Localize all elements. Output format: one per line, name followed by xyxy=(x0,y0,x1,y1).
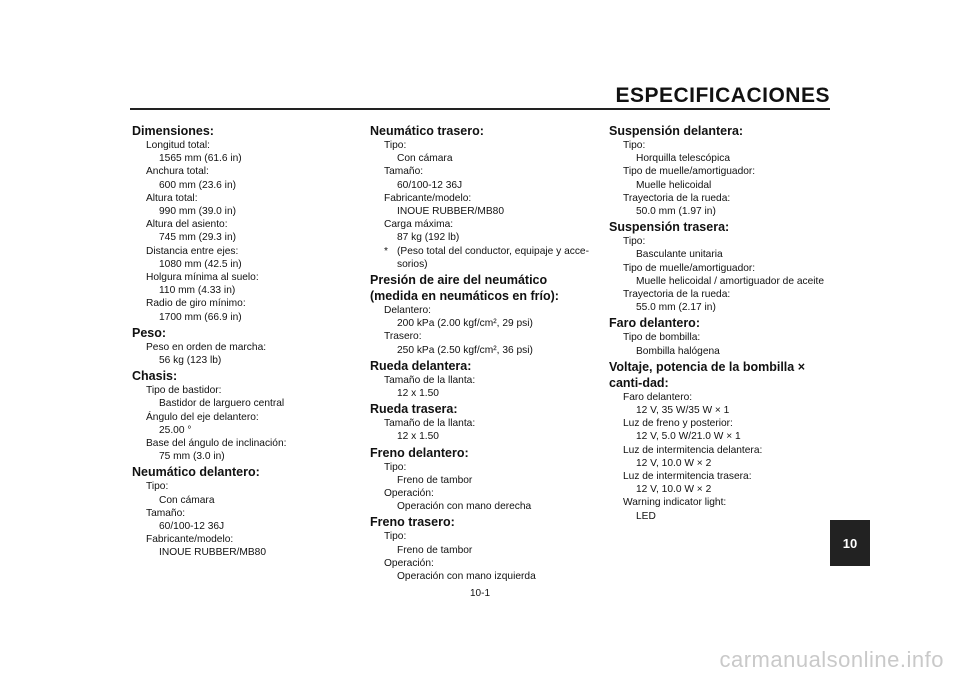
spec-label: Tipo: xyxy=(623,140,646,151)
spec-label: Tamaño: xyxy=(384,166,424,178)
spec-value: 110 mm (4.33 in) xyxy=(159,285,236,297)
spec-value: 75 mm (3.0 in) xyxy=(159,451,225,463)
spec-label: Tamaño: xyxy=(146,507,186,519)
spec-label: Faro delantero: xyxy=(623,391,693,403)
spec-label: Operación: xyxy=(384,488,434,500)
spec-label: Luz de intermitencia trasera: xyxy=(623,471,752,483)
spec-label: Tipo de bombilla: xyxy=(623,332,701,344)
spec-label: Tipo de muelle/amortiguador: xyxy=(623,166,756,178)
spec-label: Delantero: xyxy=(384,305,432,317)
spec-column-1 xyxy=(132,122,354,560)
section-heading: Voltaje, potencia de la bombilla × canti-dad: xyxy=(609,359,805,390)
spec-value: 1080 mm (42.5 in) xyxy=(159,258,242,270)
spec-label: Tipo: xyxy=(623,236,646,248)
spec-label: Trasero: xyxy=(384,331,422,343)
spec-value: 12 x 1.50 xyxy=(397,388,439,400)
spec-label: Tipo de muelle/amortiguador: xyxy=(623,262,756,274)
spec-value: Con cámara xyxy=(159,494,215,506)
spec-value: 12 V, 10.0 W × 2 xyxy=(636,484,712,496)
spec-label: Tipo: xyxy=(384,531,407,543)
spec-label: Warning indicator light: xyxy=(623,497,727,509)
spec-label: Tamaño de la llanta: xyxy=(384,418,476,430)
section-heading: Freno delantero: xyxy=(370,445,469,460)
chapter-tab[interactable]: 10 xyxy=(830,520,870,566)
section-heading: Chasis: xyxy=(132,369,178,384)
spec-label: Altura del asiento: xyxy=(146,219,228,231)
spec-value: 60/100-12 36J xyxy=(397,179,463,191)
spec-label: Anchura total: xyxy=(146,166,209,178)
spec-label: Tipo de bastidor: xyxy=(146,385,222,397)
spec-value: 600 mm (23.6 in) xyxy=(159,179,237,191)
spec-label: Carga máxima: xyxy=(384,219,454,231)
section-heading: Suspensión delantera: xyxy=(609,124,744,138)
spec-label: Base del ángulo de inclinación: xyxy=(146,438,287,450)
spec-label: Trayectoria de la rueda: xyxy=(623,192,731,204)
spec-value: 745 mm (29.3 in) xyxy=(159,232,237,244)
header-rule xyxy=(130,108,830,110)
spec-value: 250 kPa (2.50 kgf/cm², 36 psi) xyxy=(397,344,533,356)
spec-label: Peso en orden de marcha: xyxy=(146,341,267,353)
section-heading: Freno trasero: xyxy=(370,515,455,530)
spec-value: Bastidor de larguero central xyxy=(159,398,285,410)
spec-value: 12 V, 10.0 W × 2 xyxy=(636,457,712,469)
section-heading: Rueda trasera: xyxy=(370,402,458,417)
section-heading: Faro delantero: xyxy=(609,316,700,331)
spec-value: Freno de tambor xyxy=(397,474,473,486)
spec-value: 1700 mm (66.9 in) xyxy=(159,311,242,323)
spec-value: 87 kg (192 lb) xyxy=(397,232,460,244)
spec-label: Tipo: xyxy=(146,481,169,493)
spec-value: LED xyxy=(636,510,656,522)
spec-value: Operación con mano izquierda xyxy=(397,571,536,583)
page-number: 10-1 xyxy=(469,588,490,599)
section-heading: Suspensión trasera: xyxy=(609,220,730,235)
spec-value: 12 V, 35 W/35 W × 1 xyxy=(636,405,730,417)
section-heading: Presión de aire del neumático (medida en neumáticos en frío): xyxy=(370,273,559,304)
spec-label: Luz de intermitencia delantera: xyxy=(623,444,763,456)
spec-value: 50.0 mm (1.97 in) xyxy=(636,206,716,218)
spec-value: Basculante unitaria xyxy=(636,249,723,261)
spec-label: Fabricante/modelo: xyxy=(146,534,234,546)
spec-note xyxy=(370,245,592,271)
spec-label: Tamaño de la llanta: xyxy=(384,374,476,386)
spec-label: Radio de giro mínimo: xyxy=(146,298,246,310)
spec-label: Tipo: xyxy=(384,140,407,151)
note-text: (Peso total del conductor, equipaje y acce-sorios) xyxy=(397,245,589,270)
page-title: ESPECIFICACIONES xyxy=(615,84,830,107)
spec-value: Freno de tambor xyxy=(397,544,473,556)
spec-value: 60/100-12 36J xyxy=(159,521,225,533)
spec-label: Ángulo del eje delantero: xyxy=(146,411,259,423)
spec-value: 55.0 mm (2.17 in) xyxy=(636,302,716,314)
spec-label: Distancia entre ejes: xyxy=(146,245,239,257)
spec-value: Horquilla telescópica xyxy=(636,153,731,165)
spec-value: Muelle helicoidal / amortiguador de aceite xyxy=(636,275,825,287)
spec-value: 25.00 ° xyxy=(159,424,192,436)
spec-value: INOUE RUBBER/MB80 xyxy=(397,206,504,218)
spec-label: Tipo: xyxy=(384,461,407,473)
spec-column-2 xyxy=(370,122,592,583)
spec-value: 12 x 1.50 xyxy=(397,431,439,443)
spec-value: 990 mm (39.0 in) xyxy=(159,206,237,218)
spec-label: Longitud total: xyxy=(146,140,211,151)
spec-value: Bombilla halógena xyxy=(636,345,720,357)
section-heading: Peso: xyxy=(132,325,167,340)
spec-value: Operación con mano derecha xyxy=(397,501,532,513)
section-heading: Dimensiones: xyxy=(132,124,214,138)
spec-label: Luz de freno y posterior: xyxy=(623,418,733,430)
spec-label: Operación: xyxy=(384,557,434,569)
spec-value: 200 kPa (2.00 kgf/cm², 29 psi) xyxy=(397,318,533,330)
spec-value: INOUE RUBBER/MB80 xyxy=(159,547,266,559)
note-asterisk: * xyxy=(384,245,388,257)
spec-value: 12 V, 5.0 W/21.0 W × 1 xyxy=(636,431,741,443)
spec-label: Altura total: xyxy=(146,192,198,204)
spec-label: Fabricante/modelo: xyxy=(384,192,472,204)
spec-value: 56 kg (123 lb) xyxy=(159,355,222,367)
spec-column-3 xyxy=(609,122,831,523)
spec-value: Muelle helicoidal xyxy=(636,179,712,191)
section-heading: Neumático delantero: xyxy=(132,465,260,480)
spec-label: Holgura mínima al suelo: xyxy=(146,272,259,284)
spec-value: Con cámara xyxy=(397,153,453,165)
spec-value: 1565 mm (61.6 in) xyxy=(159,153,242,165)
section-heading: Neumático trasero: xyxy=(370,124,484,138)
spec-label: Trayectoria de la rueda: xyxy=(623,289,731,301)
watermark: carmanualsonline.info xyxy=(719,647,944,672)
section-heading: Rueda delantera: xyxy=(370,358,472,373)
